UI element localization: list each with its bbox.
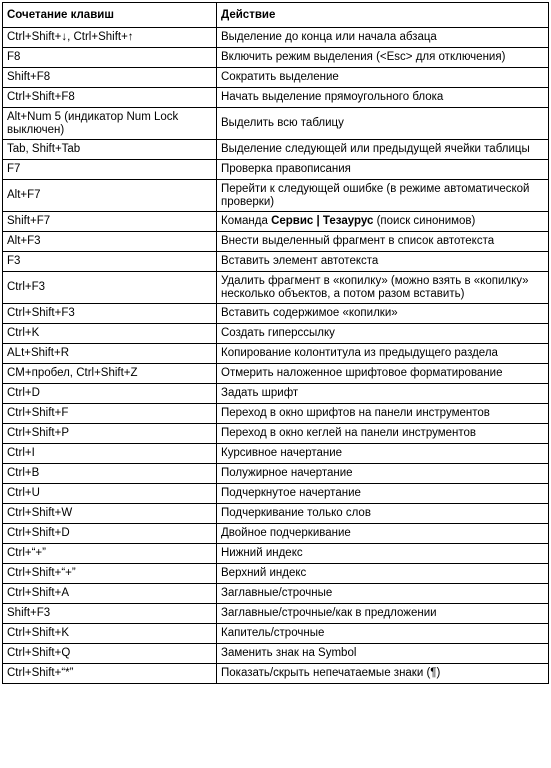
shortcut-keys-cell: Ctrl+Shift+K — [3, 624, 217, 644]
shortcut-action-cell — [217, 212, 549, 232]
shortcut-action-cell: Перейти к следующей ошибке (в режиме автоматической проверки) — [217, 180, 549, 212]
shortcut-action-cell: Выделение до конца или начала абзаца — [217, 28, 549, 48]
shortcut-action-cell: Начать выделение прямоугольного блока — [217, 88, 549, 108]
action-text: (поиск синонимов) — [373, 215, 476, 227]
table-row — [3, 88, 549, 108]
shortcut-action-cell: Отмерить наложенное шрифтовое форматирование — [217, 364, 549, 384]
shortcut-action-cell: Переход в окно шрифтов на панели инструментов — [217, 404, 549, 424]
shortcut-action-cell: Вставить элемент автотекста — [217, 252, 549, 272]
shortcut-action-cell: Показать/скрыть непечатаемые знаки (¶) — [217, 664, 549, 684]
table-row — [3, 252, 549, 272]
table-row — [3, 212, 549, 232]
table-row — [3, 68, 549, 88]
shortcut-keys-cell: Ctrl+D — [3, 384, 217, 404]
table-row — [3, 644, 549, 664]
shortcut-action-cell: Двойное подчеркивание — [217, 524, 549, 544]
shortcut-action-cell: Выделить всю таблицу — [217, 108, 549, 140]
shortcut-action-cell: Переход в окно кеглей на панели инструментов — [217, 424, 549, 444]
table-row — [3, 180, 549, 212]
shortcut-action-cell: Подчеркнутое начертание — [217, 484, 549, 504]
table-row — [3, 484, 549, 504]
shortcut-action-cell: Внести выделенный фрагмент в список автотекста — [217, 232, 549, 252]
shortcut-keys-cell: Ctrl+U — [3, 484, 217, 504]
shortcut-action-cell: Верхний индекс — [217, 564, 549, 584]
shortcut-keys-cell: ALt+Shift+R — [3, 344, 217, 364]
shortcut-keys-cell: Ctrl+F3 — [3, 272, 217, 304]
shortcut-keys-cell: Ctrl+B — [3, 464, 217, 484]
shortcut-action-cell: Курсивное начертание — [217, 444, 549, 464]
table-row — [3, 404, 549, 424]
shortcut-keys-cell: F3 — [3, 252, 217, 272]
shortcut-action-cell: Подчеркивание только слов — [217, 504, 549, 524]
table-row — [3, 232, 549, 252]
table-row — [3, 140, 549, 160]
table-header-row — [3, 3, 549, 28]
table-row — [3, 504, 549, 524]
table-row — [3, 424, 549, 444]
shortcut-action-cell: Сократить выделение — [217, 68, 549, 88]
menu-command-text: Сервис | Тезаурус — [271, 215, 374, 227]
table-row — [3, 384, 549, 404]
shortcut-action-cell: Удалить фрагмент в «копилку» (можно взять в «копилку» несколько объектов, а потом разом вставить) — [217, 272, 549, 304]
shortcut-action-cell: Нижний индекс — [217, 544, 549, 564]
shortcut-keys-cell: CM+пробел, Ctrl+Shift+Z — [3, 364, 217, 384]
table-row — [3, 364, 549, 384]
table-row — [3, 160, 549, 180]
shortcut-action-cell: Заглавные/строчные — [217, 584, 549, 604]
shortcut-action-cell: Заменить знак на Symbol — [217, 644, 549, 664]
table-row — [3, 108, 549, 140]
table-row — [3, 344, 549, 364]
shortcut-keys-cell: Ctrl+Shift+F8 — [3, 88, 217, 108]
table-row — [3, 524, 549, 544]
shortcut-keys-cell: Ctrl+“+” — [3, 544, 217, 564]
shortcut-keys-cell: Shift+F3 — [3, 604, 217, 624]
shortcut-keys-cell: Ctrl+Shift+D — [3, 524, 217, 544]
header-keys: Сочетание клавиш — [3, 3, 217, 28]
shortcut-keys-cell: Ctrl+Shift+W — [3, 504, 217, 524]
shortcut-keys-cell: F7 — [3, 160, 217, 180]
header-action: Действие — [217, 3, 549, 28]
table-row — [3, 28, 549, 48]
table-row — [3, 48, 549, 68]
shortcut-keys-cell: Ctrl+Shift+↓, Ctrl+Shift+↑ — [3, 28, 217, 48]
table-row — [3, 604, 549, 624]
shortcut-keys-cell: Ctrl+I — [3, 444, 217, 464]
shortcut-keys-cell: Ctrl+Shift+“+” — [3, 564, 217, 584]
table-row — [3, 564, 549, 584]
shortcut-action-cell: Полужирное начертание — [217, 464, 549, 484]
shortcut-action-cell: Капитель/строчные — [217, 624, 549, 644]
shortcut-keys-cell: Ctrl+Shift+F — [3, 404, 217, 424]
shortcut-action-cell: Вставить содержимое «копилки» — [217, 304, 549, 324]
table-row — [3, 272, 549, 304]
shortcut-keys-cell: Ctrl+K — [3, 324, 217, 344]
table-row — [3, 464, 549, 484]
shortcut-keys-cell: Ctrl+Shift+P — [3, 424, 217, 444]
table-row — [3, 304, 549, 324]
shortcut-keys-cell: Ctrl+Shift+F3 — [3, 304, 217, 324]
shortcut-keys-cell: Alt+Num 5 (индикатор Num Lock выключен) — [3, 108, 217, 140]
table-row — [3, 324, 549, 344]
shortcut-action-cell: Задать шрифт — [217, 384, 549, 404]
shortcut-keys-cell: F8 — [3, 48, 217, 68]
shortcut-keys-cell: Ctrl+Shift+A — [3, 584, 217, 604]
action-text: Команда — [221, 215, 272, 227]
shortcut-action-cell: Создать гиперссылку — [217, 324, 549, 344]
table-body — [3, 28, 549, 684]
shortcut-action-cell: Проверка правописания — [217, 160, 549, 180]
shortcut-action-cell: Заглавные/строчные/как в предложении — [217, 604, 549, 624]
table-row — [3, 664, 549, 684]
table-row — [3, 444, 549, 464]
shortcut-action-cell: Копирование колонтитула из предыдущего раздела — [217, 344, 549, 364]
shortcut-keys-cell: Tab, Shift+Tab — [3, 140, 217, 160]
shortcut-table — [2, 2, 549, 684]
shortcut-keys-cell: Alt+F3 — [3, 232, 217, 252]
shortcut-action-cell: Выделение следующей или предыдущей ячейки таблицы — [217, 140, 549, 160]
table-row — [3, 544, 549, 564]
table-row — [3, 624, 549, 644]
shortcut-keys-cell: Shift+F8 — [3, 68, 217, 88]
shortcut-keys-cell: Alt+F7 — [3, 180, 217, 212]
shortcut-action-cell: Включить режим выделения (<Esc> для отключения) — [217, 48, 549, 68]
shortcut-keys-cell: Shift+F7 — [3, 212, 217, 232]
table-row — [3, 584, 549, 604]
shortcut-keys-cell: Ctrl+Shift+“*” — [3, 664, 217, 684]
shortcut-keys-cell: Ctrl+Shift+Q — [3, 644, 217, 664]
